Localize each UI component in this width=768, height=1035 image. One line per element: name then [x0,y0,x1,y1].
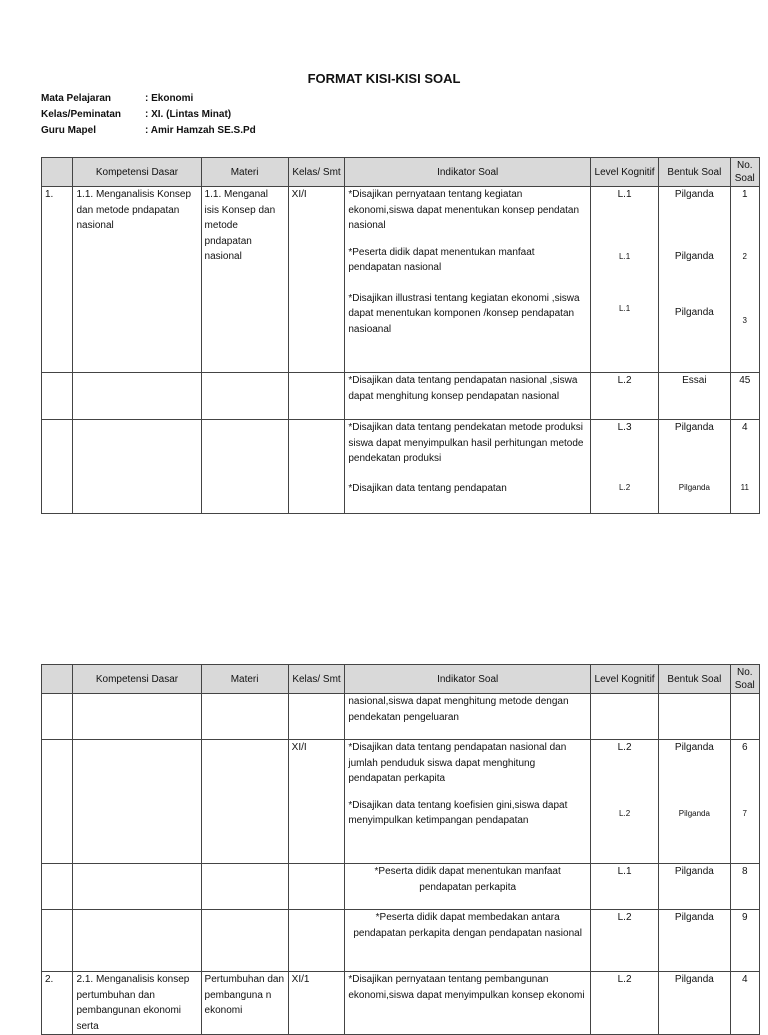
cell-level-kognitif: L.1 [590,864,658,910]
cell-kompetensi-dasar [73,910,201,972]
level-value: L.3 [617,422,632,433]
level-value: L.2 [617,742,632,753]
cell-kompetensi-dasar [73,420,201,514]
header-materi: Materi [201,158,288,187]
table-row [42,864,760,910]
meta-value: : XI. (Lintas Minat) [145,109,232,120]
header-kompetensi-dasar: Kompetensi Dasar [73,158,201,187]
cell-level-kognitif [590,187,658,373]
header-no-soal: No. Soal [730,665,759,694]
level-value: L.2 [619,483,631,492]
header-indikator-soal: Indikator Soal [345,665,591,694]
no-soal-value: 11 [740,483,749,492]
table-row [42,740,760,864]
header-no [42,665,73,694]
cell-level-kognitif: L.2 [590,910,658,972]
cell-indikator-soal: *Peserta didik dapat menentukan manfaat pendapatan perkapita [345,864,591,910]
cell-materi: 1.1. Menganal isis Konsep dan metode pndapatan nasional [201,187,288,373]
cell-bentuk-soal [659,420,730,514]
cell-bentuk-soal [659,187,730,373]
header-kompetensi-dasar: Kompetensi Dasar [73,665,201,694]
indikator-text: *Disajikan data tentang pendapatan [348,482,507,494]
kisi-table-page-2 [41,664,760,1035]
cell-no-soal: 45 [730,373,759,420]
level-value: L.1 [619,304,631,313]
no-soal-value: 3 [742,316,747,325]
document-title: FORMAT KISI-KISI SOAL [307,71,461,86]
header-no [42,158,73,187]
cell-kompetensi-dasar [73,740,201,864]
cell-kelas-smt [288,910,345,972]
meta-row-class [41,107,256,123]
kisi-table-page-1 [41,157,760,514]
cell-no-soal [730,740,759,864]
cell-no-soal [730,420,759,514]
indikator-text: *Disajikan illustrasi tentang kegiatan ekonomi ,siswa dapat menentukan komponen /konsep pendapatan nasioanal [348,292,580,335]
subject-info [41,91,256,139]
cell-kompetensi-dasar [73,373,201,420]
cell-level-kognitif [590,694,658,740]
cell-indikator-soal: *Disajikan data tentang pendapatan nasional ,siswa dapat menghitung konsep pendapatan nasional [345,373,591,420]
no-soal-value: 1 [742,189,748,200]
header-indikator-soal: Indikator Soal [345,158,591,187]
cell-kelas-smt: XI/1 [288,972,345,1035]
meta-row-subject [41,91,256,107]
table-row [42,373,760,420]
cell-level-kognitif: L.2 [590,972,658,1035]
meta-label: Kelas/Peminatan [41,109,122,120]
no-soal-value: 4 [742,422,748,433]
no-soal-value: 6 [742,742,748,753]
cell-indikator-soal: *Peserta didik dapat membedakan antara pendapatan perkapita dengan pendapatan nasional [345,910,591,972]
cell-no [42,694,73,740]
bentuk-value: Pilganda [674,422,714,433]
bentuk-value: Pilganda [674,742,714,753]
cell-level-kognitif [590,420,658,514]
cell-indikator-soal [345,187,591,373]
cell-materi [201,910,288,972]
meta-row-teacher [41,123,256,139]
cell-bentuk-soal: Essai [659,373,730,420]
cell-indikator-soal [345,740,591,864]
bentuk-value: Pilganda [678,809,710,818]
indikator-text: *Disajikan data tentang koefisien gini,siswa dapat menyimpulkan ketimpangan pendapatan [348,799,568,826]
cell-no-soal [730,187,759,373]
bentuk-value: Pilganda [678,483,710,492]
meta-label: Mata Pelajaran [41,93,112,104]
level-value: L.2 [619,809,631,818]
cell-materi [201,373,288,420]
cell-bentuk-soal [659,694,730,740]
cell-kelas-smt: XI/I [288,187,345,373]
cell-no [42,910,73,972]
cell-kompetensi-dasar [73,694,201,740]
table-row [42,420,760,514]
level-value: L.1 [617,189,632,200]
table-row [42,910,760,972]
header-kelas-smt: Kelas/ Smt [288,158,345,187]
cell-no [42,740,73,864]
cell-no: 1. [42,187,73,373]
header-bentuk-soal: Bentuk Soal [659,665,730,694]
cell-no [42,864,73,910]
cell-level-kognitif: L.2 [590,373,658,420]
indikator-text: *Disajikan pernyataan tentang kegiatan ekonomi,siswa dapat menentukan konsep pendatan nasional [348,189,580,231]
meta-value: : Amir Hamzah SE.S.Pd [145,125,256,136]
cell-materi [201,694,288,740]
table-row [42,187,760,373]
cell-kelas-smt [288,864,345,910]
header-level-kognitif: Level Kognitif [590,665,658,694]
meta-value: : Ekonomi [145,93,194,104]
cell-level-kognitif [590,740,658,864]
cell-kelas-smt [288,694,345,740]
cell-materi [201,420,288,514]
cell-indikator-soal: nasional,siswa dapat menghitung metode dengan pendekatan pengeluaran [345,694,591,740]
no-soal-value: 2 [742,252,747,261]
cell-bentuk-soal [659,740,730,864]
cell-materi [201,864,288,910]
header-materi: Materi [201,665,288,694]
cell-materi [201,740,288,864]
table-row [42,694,760,740]
bentuk-value: Pilganda [674,251,714,262]
cell-no-soal: 4 [730,972,759,1035]
cell-bentuk-soal: Pilganda [659,910,730,972]
indikator-text: *Peserta didik dapat menentukan manfaat pendapatan nasional [348,246,535,273]
cell-kelas-smt: XI/I [288,740,345,864]
cell-indikator-soal: *Disajikan pernyataan tentang pembangunan ekonomi,siswa dapat menyimpulkan konsep ekonomi [345,972,591,1035]
table-header-row [42,158,760,187]
cell-no-soal [730,694,759,740]
cell-no: 2. [42,972,73,1035]
cell-kompetensi-dasar: 2.1. Menganalisis konsep pertumbuhan dan pembangunan ekonomi serta [73,972,201,1035]
bentuk-value: Pilganda [674,189,714,200]
header-no-soal: No. Soal [730,158,759,187]
header-level-kognitif: Level Kognitif [590,158,658,187]
cell-no [42,420,73,514]
cell-indikator-soal [345,420,591,514]
header-bentuk-soal: Bentuk Soal [659,158,730,187]
cell-kelas-smt [288,420,345,514]
cell-no-soal: 9 [730,910,759,972]
level-value: L.1 [619,252,631,261]
cell-materi: Pertumbuhan dan pembanguna n ekonomi [201,972,288,1035]
cell-bentuk-soal: Pilganda [659,972,730,1035]
table-header-row [42,665,760,694]
bentuk-value: Pilganda [674,307,714,318]
cell-kelas-smt [288,373,345,420]
cell-bentuk-soal: Pilganda [659,864,730,910]
cell-kompetensi-dasar [73,864,201,910]
no-soal-value: 7 [742,809,747,818]
table-row [42,972,760,1035]
cell-kompetensi-dasar: 1.1. Menganalisis Konsep dan metode pndapatan nasional [73,187,201,373]
cell-no [42,373,73,420]
meta-label: Guru Mapel [41,125,97,136]
header-kelas-smt: Kelas/ Smt [288,665,345,694]
indikator-text: *Disajikan data tentang pendapatan nasional dan jumlah penduduk siswa dapat menghitung pendapatan perkapita [348,742,567,784]
cell-no-soal: 8 [730,864,759,910]
indikator-text: *Disajikan data tentang pendekatan metode produksi siswa dapat menyimpulkan hasil perhitungan metode pendekatan produksi [348,422,584,464]
